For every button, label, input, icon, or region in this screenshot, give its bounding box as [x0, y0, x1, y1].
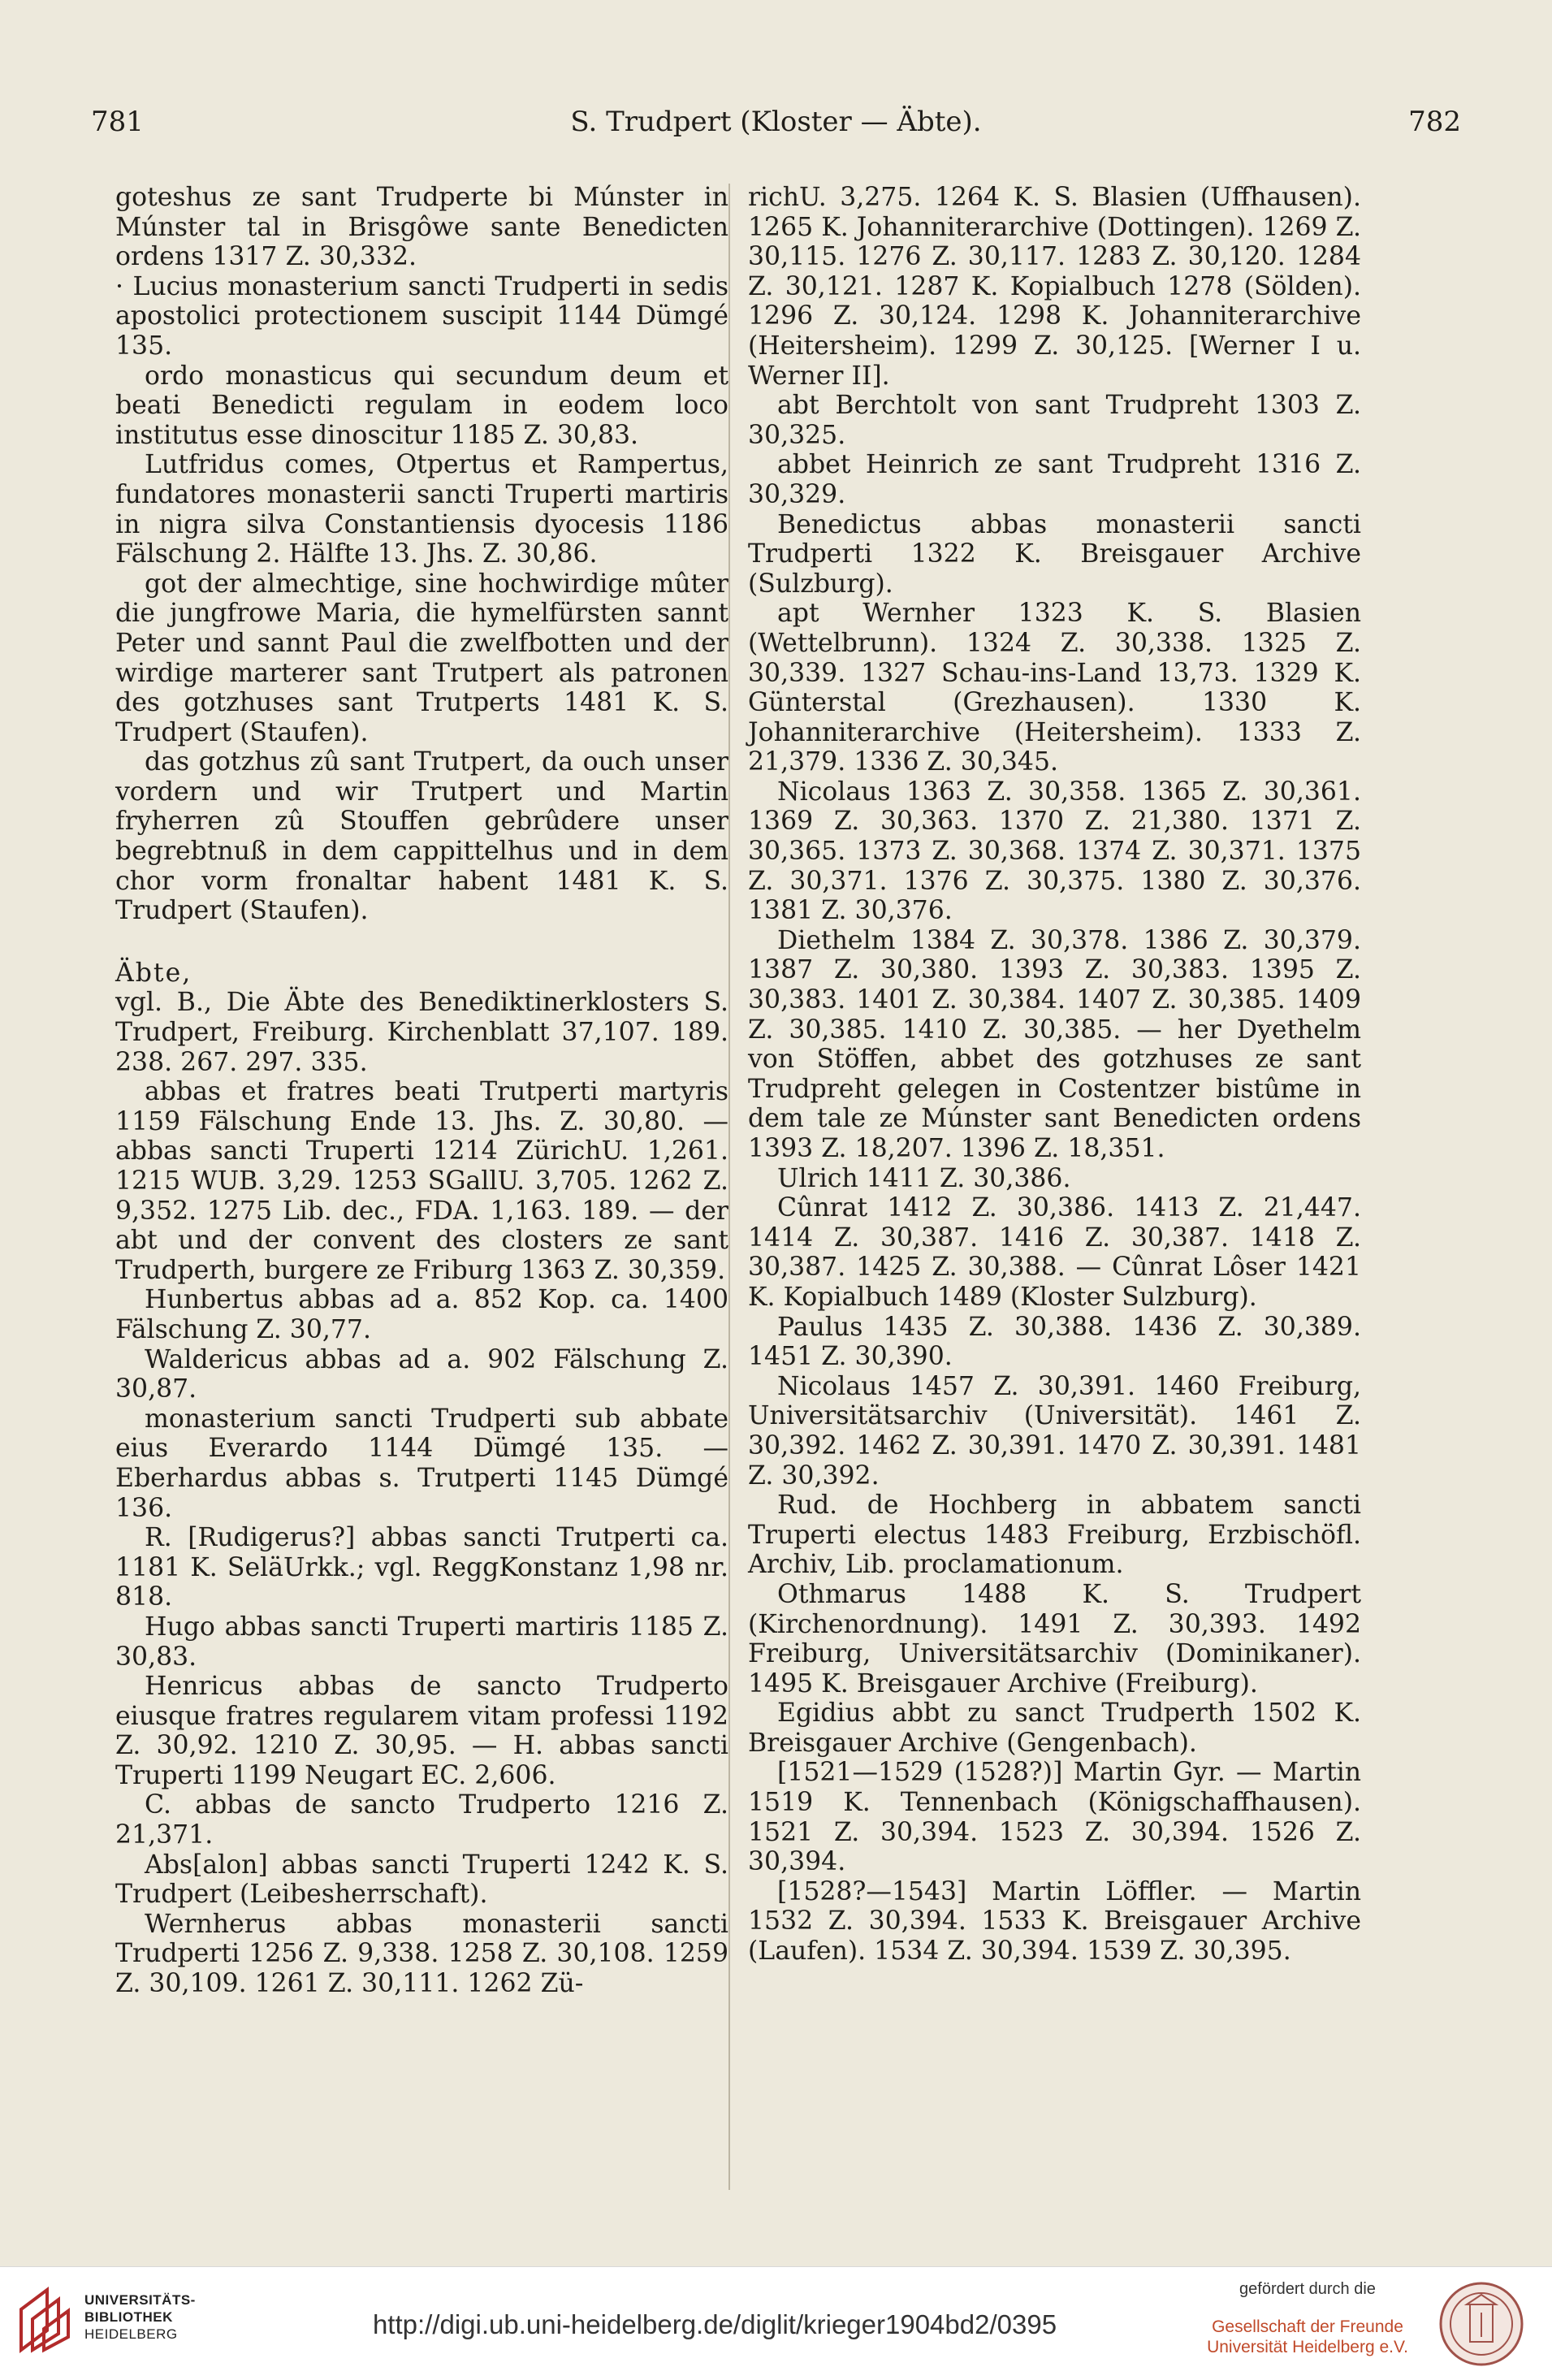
entry-paragraph: Henricus abbas de sancto Trudperto eiusque fratres regularem vitam professi 1192 Z. 30,92. 1210 Z. 30,95. — H. abbas sancti Truperti 1199 Neugart EC. 2,606. [115, 1672, 728, 1790]
university-seal-icon [1437, 2280, 1525, 2368]
entry-paragraph: Egidius abbt zu sanct Trudperth 1502 K. Breisgauer Archive (Gengenbach). [748, 1698, 1361, 1758]
page-header [91, 106, 1461, 154]
entry-paragraph: monasterium sancti Trudperti sub abbate eius Everardo 1144 Dümgé 135. — Eberhardus abbas s. Trutperti 1145 Dümgé 136. [115, 1404, 728, 1523]
library-name-line: UNIVERSITÄTS- [84, 2292, 196, 2308]
library-name-line: BIBLIOTHEK [84, 2309, 173, 2325]
entry-paragraph: Lutfridus comes, Otpertus et Rampertus, fundatores monasterii sancti Truperti martiris in nigra silva Constantiensis dyocesis 1186 Fälschung 2. Hälfte 13. Jhs. Z. 30,86. [115, 450, 728, 569]
section-heading: Äbte, [115, 958, 192, 988]
library-name [84, 2291, 196, 2343]
running-title: S. Trudpert (Kloster — Äbte). [570, 106, 982, 138]
left-column [115, 183, 728, 1999]
entry-paragraph: Rud. de Hochberg in abbatem sancti Truperti electus 1483 Freiburg, Erzbischöfl. Archiv, Lib. proclamationum. [748, 1491, 1361, 1580]
funder-block [1178, 2280, 1437, 2357]
funder-name [1178, 2317, 1437, 2357]
entry-paragraph: Nicolaus 1457 Z. 30,391. 1460 Freiburg, Universitätsarchiv (Universität). 1461 Z. 30,392. 1462 Z. 30,391. 1470 Z. 30,391. 1481 Z. 30,392. [748, 1371, 1361, 1491]
spacer [115, 926, 728, 958]
entry-paragraph: abbas et fratres beati Trutperti martyris 1159 Fälschung Ende 13. Jhs. Z. 30,80. — abbas sancti Truperti 1214 ZürichU. 1,261. 1215 WUB. 3,29. 1253 SGallU. 3,705. 1262 Z. 9,352. 1275 Lib. dec., FDA. 1,163. 189. — der abt und der convent des closters ze sant Trudperth, burgere ze Friburg 1363 Z. 30,359. [115, 1077, 728, 1285]
funder-name-line: Universität Heidelberg e.V. [1207, 2338, 1408, 2356]
permalink-url[interactable]: http://digi.ub.uni-heidelberg.de/diglit/krieger1904bd2/0395 [372, 2309, 1057, 2339]
page-number-left: 781 [91, 106, 144, 138]
entry-paragraph: das gotzhus zû sant Trutpert, da ouch unser vordern und wir Trutpert und Martin fryherren zû Stouffen gebrûdere unser begrebtnuß in dem cappittelhus und in dem chor vorm fronaltar habent 1481 K. S. Trudpert (Staufen). [115, 747, 728, 926]
entry-paragraph: ordo monasticus qui secundum deum et beati Benedicti regulam in eodem loco institutus esse dinoscitur 1185 Z. 30,83. [115, 361, 728, 450]
page-number-right: 782 [1408, 106, 1461, 138]
viewer-footer [0, 2266, 1552, 2380]
entry-paragraph: Waldericus abbas ad a. 902 Fälschung Z. 30,87. [115, 1344, 728, 1404]
entry-paragraph: Cûnrat 1412 Z. 30,386. 1413 Z. 21,447. 1414 Z. 30,387. 1416 Z. 30,387. 1418 Z. 30,387. 1425 Z. 30,388. — Cûnrat Lôser 1421 K. Kopialbuch 1489 (Kloster Sulzburg). [748, 1193, 1361, 1312]
entry-paragraph: Diethelm 1384 Z. 30,378. 1386 Z. 30,379. 1387 Z. 30,380. 1393 Z. 30,383. 1395 Z. 30,383. 1401 Z. 30,384. 1407 Z. 30,385. 1409 Z. 30,385. 1410 Z. 30,385. — her Dyethelm von Stöffen, abbet des gotzhuses ze sant Trudpreht gelegen in Costentzer bistûme in dem tale ze Múnster sant Benedicten ordens 1393 Z. 18,207. 1396 Z. 18,351. [748, 925, 1361, 1163]
funder-name-line: Gesellschaft der Freunde [1212, 2317, 1403, 2336]
entry-paragraph: · Lucius monasterium sancti Trudperti in sedis apostolici protectionem suscipit 1144 Dümgé 135. [115, 271, 728, 361]
entry-paragraph: Wernherus abbas monasterii sancti Trudperti 1256 Z. 9,338. 1258 Z. 30,108. 1259 Z. 30,109. 1261 Z. 30,111. 1262 Zü- [115, 1909, 728, 1999]
entry-paragraph: R. [Rudigerus?] abbas sancti Trutperti ca. 1181 K. SeläUrkk.; vgl. ReggKonstanz 1,98 nr. 818. [115, 1523, 728, 1612]
funded-by-label: gefördert durch die [1239, 2280, 1376, 2298]
entry-paragraph: Abs[alon] abbas sancti Truperti 1242 K. S. Trudpert (Leibesherrschaft). [115, 1850, 728, 1910]
entry-paragraph: Benedictus abbas monasterii sancti Trudperti 1322 K. Breisgauer Archive (Sulzburg). [748, 509, 1361, 599]
entry-paragraph: abbet Heinrich ze sant Trudpreht 1316 Z. 30,329. [748, 450, 1361, 509]
entry-paragraph: [1528?—1543] Martin Löffler. — Martin 1532 Z. 30,394. 1533 K. Breisgauer Archive (Laufen). 1534 Z. 30,394. 1539 Z. 30,395. [748, 1876, 1361, 1967]
entry-paragraph: abt Berchtolt von sant Trudpreht 1303 Z. 30,325. [748, 391, 1361, 450]
entry-paragraph: C. abbas de sancto Trudperto 1216 Z. 21,371. [115, 1790, 728, 1850]
right-column [748, 183, 1361, 1967]
entry-paragraph: Hunbertus abbas ad a. 852 Kop. ca. 1400 Fälschung Z. 30,77. [115, 1285, 728, 1344]
entry-paragraph: goteshus ze sant Trudperte bi Múnster in Múnster tal in Brisgôwe sante Benedicten ordens 1317 Z. 30,332. [115, 183, 728, 272]
entry-paragraph: got der almechtige, sine hochwirdige mûter die jungfrowe Maria, die hymelfürsten sannt Peter und sannt Paul die zwelfbotten und der wirdige marterer sant Trutpert als patronen des gotzhuses sant Trutperts 1481 K. S. Trudpert (Staufen). [115, 569, 728, 747]
library-name-line: HEIDELBERG [84, 2326, 178, 2342]
university-library-logo-icon [15, 2285, 71, 2355]
entry-paragraph: Hugo abbas sancti Truperti martiris 1185 Z. 30,83. [115, 1612, 728, 1672]
column-divider [728, 184, 730, 2190]
entry-paragraph: Othmarus 1488 K. S. Trudpert (Kirchenordnung). 1491 Z. 30,393. 1492 Freiburg, Universitätsarchiv (Dominikaner). 1495 K. Breisgauer Archive (Freiburg). [748, 1579, 1361, 1698]
entry-paragraph: vgl. B., Die Äbte des Benediktinerklosters S. Trudpert, Freiburg. Kirchenblatt 37,107. 189. 238. 267. 297. 335. [115, 988, 728, 1077]
entry-paragraph: apt Wernher 1323 K. S. Blasien (Wettelbrunn). 1324 Z. 30,338. 1325 Z. 30,339. 1327 Schau-ins-Land 13,73. 1329 K. Günterstal (Grezhausen). 1330 K. Johanniterarchive (Heitersheim). 1333 Z. 21,379. 1336 Z. 30,345. [748, 599, 1361, 777]
entry-paragraph: [1521—1529 (1528?)] Martin Gyr. — Martin 1519 K. Tennenbach (Königschaffhausen). 1521 Z. 30,394. 1523 Z. 30,394. 1526 Z. 30,394. [748, 1758, 1361, 1877]
entry-paragraph: Paulus 1435 Z. 30,388. 1436 Z. 30,389. 1451 Z. 30,390. [748, 1312, 1361, 1372]
entry-paragraph: richU. 3,275. 1264 K. S. Blasien (Uffhausen). 1265 K. Johanniterarchive (Dottingen). 1269 Z. 30,115. 1276 Z. 30,117. 1283 Z. 30,120. 1284 Z. 30,121. 1287 K. Kopialbuch 1278 (Sölden). 1296 Z. 30,124. 1298 K. Johanniterarchive (Heitersheim). 1299 Z. 30,125. [Werner I u. Werner II]. [748, 183, 1361, 391]
entry-paragraph: Nicolaus 1363 Z. 30,358. 1365 Z. 30,361. 1369 Z. 30,363. 1370 Z. 21,380. 1371 Z. 30,365. 1373 Z. 30,368. 1374 Z. 30,371. 1375 Z. 30,371. 1376 Z. 30,375. 1380 Z. 30,376. 1381 Z. 30,376. [748, 777, 1361, 926]
entry-paragraph: Ulrich 1411 Z. 30,386. [777, 1163, 1071, 1193]
